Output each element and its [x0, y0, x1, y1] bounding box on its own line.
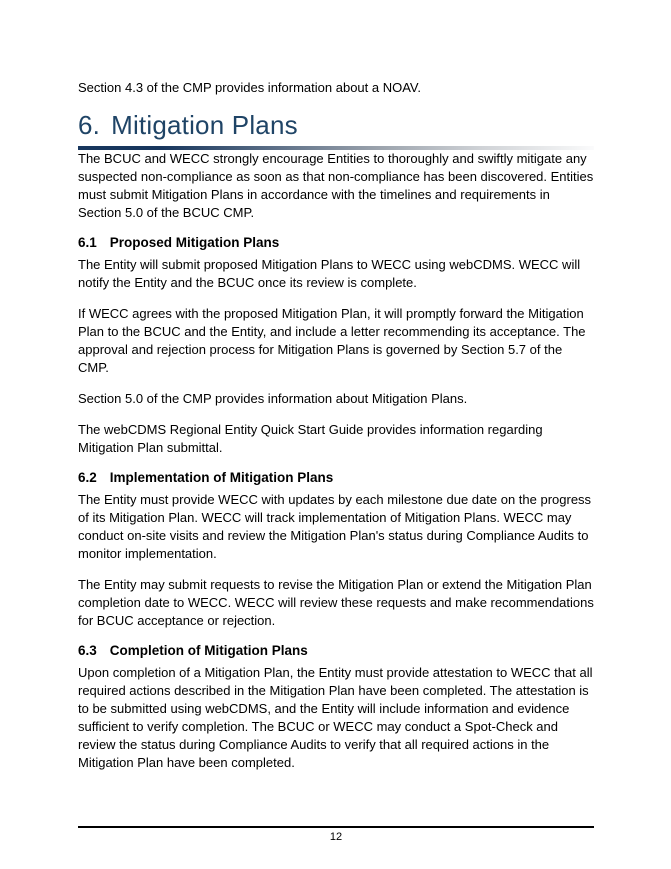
- lead-paragraph: The BCUC and WECC strongly encourage Entities to thoroughly and swiftly mitigate any suspected non-compliance as soon as that non-compliance has been discovered. Entities must submit Mitigation Plans in accordance with the timelines and requirements in Section 5.0 of the BCUC CMP.: [78, 151, 594, 220]
- paragraph: Upon completion of a Mitigation Plan, the Entity must provide attestation to WECC that all required actions described in the Mitigation Plan have been completed. The attestation is to be submitted using webCDMS, and the Entity will include information and evidence sufficient to verify completion. The BCUC or WECC may conduct a Spot-Check and review the status during Compliance Audits to verify that all required actions in the Mitigation Plan have been completed.: [78, 665, 593, 770]
- intro-paragraph: Section 4.3 of the CMP provides information about a NOAV.: [78, 80, 422, 95]
- subsection-heading-6-2: [78, 470, 594, 486]
- subsection-number: 6.1: [78, 235, 97, 250]
- subsection-heading-6-1: [78, 235, 594, 251]
- section-heading-number: 6.: [78, 110, 101, 140]
- subsection-number: 6.3: [78, 643, 97, 658]
- subsection-number: 6.2: [78, 470, 97, 485]
- paragraph: The Entity will submit proposed Mitigation Plans to WECC using webCDMS. WECC will notify the Entity and the BCUC once its review is complete.: [78, 257, 581, 290]
- subsection-title: Completion of Mitigation Plans: [109, 643, 308, 658]
- paragraph: Section 5.0 of the CMP provides information about Mitigation Plans.: [78, 391, 468, 406]
- section-heading: [78, 110, 594, 140]
- paragraph: If WECC agrees with the proposed Mitigation Plan, it will promptly forward the Mitigation Plan to the BCUC and the Entity, and include a letter recommending its acceptance. The approval and rejection process for Mitigation Plans is governed by Section 5.7 of the CMP.: [78, 306, 586, 375]
- subsection-title: Implementation of Mitigation Plans: [109, 470, 334, 485]
- footer-divider: [78, 826, 594, 828]
- paragraph: The webCDMS Regional Entity Quick Start Guide provides information regarding Mitigation Plan submittal.: [78, 422, 543, 455]
- subsection-heading-6-3: [78, 643, 594, 659]
- page-number: 12: [329, 831, 343, 843]
- paragraph: The Entity may submit requests to revise the Mitigation Plan or extend the Mitigation Plan completion date to WECC. WECC will review these requests and make recommendations for BCUC acceptance or rejection.: [78, 577, 594, 628]
- subsection-title: Proposed Mitigation Plans: [109, 235, 280, 250]
- paragraph: The Entity must provide WECC with updates by each milestone due date on the progress of its Mitigation Plan. WECC will track implementation of Mitigation Plans. WECC may conduct on-site visits and review the Mitigation Plan's status during Compliance Audits to monitor implementation.: [78, 492, 592, 561]
- section-heading-title: Mitigation Plans: [111, 110, 298, 140]
- page-content: [78, 0, 594, 785]
